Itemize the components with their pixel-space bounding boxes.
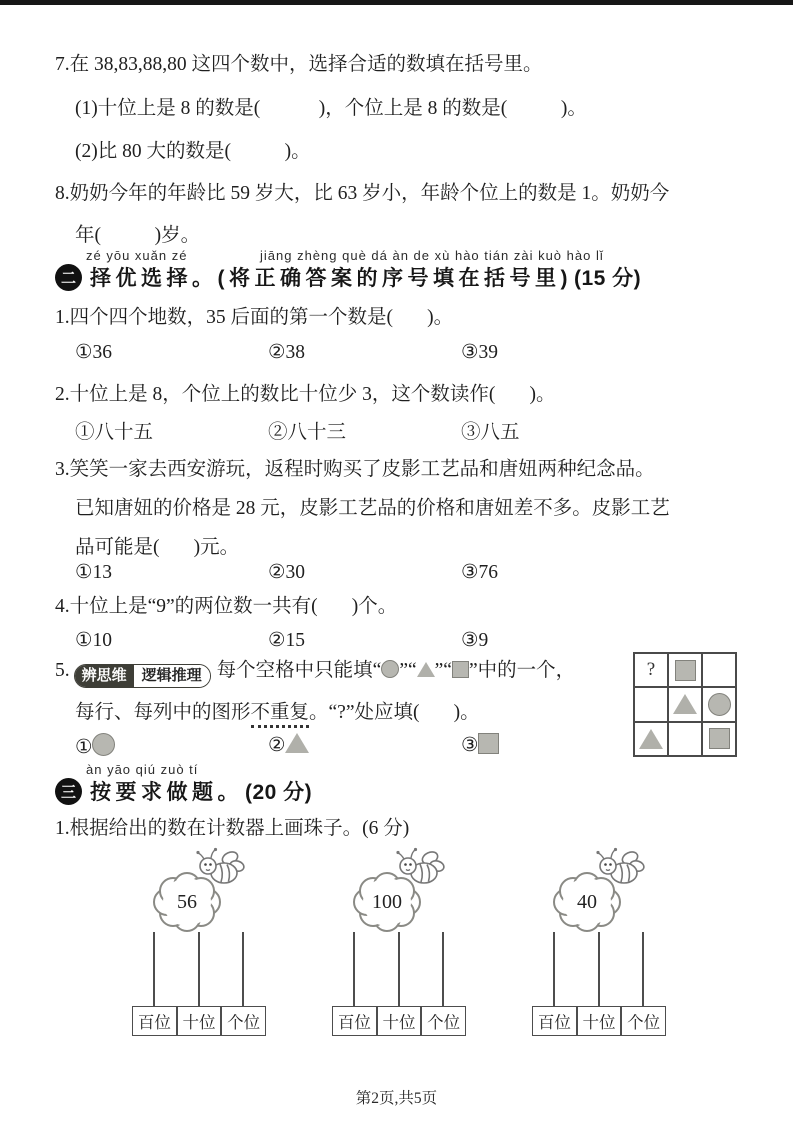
- square-shape-icon: [709, 728, 730, 749]
- grid-cell: [702, 722, 736, 756]
- option: ①13: [75, 562, 112, 583]
- counter-56: [132, 850, 266, 1040]
- counter-rod: [242, 932, 244, 1006]
- option: ②: [268, 733, 461, 759]
- sec3-title: 按要求做题。: [90, 781, 243, 804]
- q5-text: ”“: [399, 660, 417, 681]
- bee-icon: [394, 846, 446, 890]
- grid-cell: ?: [634, 653, 668, 687]
- option: ③: [461, 733, 499, 759]
- q5-number: 5.: [55, 660, 70, 681]
- s2q1-stem: 1.四个四个地数，35 后面的第一个数是( )。: [55, 307, 454, 328]
- option: ③39: [461, 342, 498, 363]
- place-value-labels: [532, 1006, 666, 1036]
- s2q5-line1: [55, 658, 635, 688]
- counter-rod: [198, 932, 200, 1006]
- triangle-shape-icon: [673, 694, 697, 714]
- counter-rod: [553, 932, 555, 1006]
- q5-emphasized-text: 不重复: [251, 702, 310, 728]
- s2q1-options: [75, 340, 498, 364]
- option: ①八十五: [75, 422, 154, 443]
- s2q3-line1: 3.笑笑一家去西安游玩，返程时购买了皮影工艺品和唐妞两种纪念品。: [55, 459, 655, 480]
- counter-100: [332, 850, 466, 1040]
- option: ①10: [75, 630, 112, 651]
- s2q2-options: [75, 416, 520, 444]
- scan-edge-strip: [0, 0, 793, 5]
- bee-icon: [194, 846, 246, 890]
- grid-cell: [702, 653, 736, 687]
- hundreds-label: 百位: [132, 1006, 177, 1036]
- q7-part2: (2)比 80 大的数是( )。: [75, 141, 311, 162]
- counter-rod: [398, 932, 400, 1006]
- s2q5-options: [75, 733, 499, 759]
- grid-cell: [668, 653, 702, 687]
- counter-value: 100: [372, 890, 402, 913]
- sec2-number-icon: 二: [55, 264, 82, 291]
- sec2-pinyin-b: jiāng zhèng què dá àn de xù hào tián zài kuò hào lǐ: [260, 248, 604, 263]
- counter-rod: [598, 932, 600, 1006]
- ones-label: 个位: [421, 1006, 466, 1036]
- s2q3-line2: 已知唐妞的价格是 28 元，皮影工艺品的价格和唐妞差不多。皮影工艺: [75, 498, 670, 519]
- sec2-pinyin-a: zé yōu xuǎn zé: [86, 248, 188, 263]
- option: ②30: [268, 562, 305, 583]
- counter-value: 40: [577, 890, 597, 913]
- s2q5-line2: [75, 700, 480, 726]
- bee-icon: [594, 846, 646, 890]
- sec2-title: 择优选择。(将正确答案的序号填在括号里): [90, 267, 572, 290]
- s2q3-line3: 品可能是( )元。: [75, 537, 240, 558]
- circle-shape-icon: [92, 733, 115, 756]
- counter-rod: [153, 932, 155, 1006]
- sec3-number-icon: 三: [55, 778, 82, 805]
- tens-label: 十位: [177, 1006, 222, 1036]
- option: ②八十三: [268, 422, 347, 443]
- s2q4-options: [75, 628, 488, 652]
- option: ②38: [268, 342, 305, 363]
- counter-rod: [442, 932, 444, 1006]
- q5-text: 每个空格中只能填“: [216, 660, 382, 681]
- circle-shape-icon: [381, 660, 399, 678]
- ones-label: 个位: [221, 1006, 266, 1036]
- sec2-score: (15 分): [574, 267, 642, 290]
- triangle-shape-icon: [285, 733, 309, 753]
- q8-line1: 8.奶奶今年的年龄比 59 岁大，比 63 岁小，年龄个位上的数是 1。奶奶今: [55, 183, 670, 204]
- sec3-heading: [55, 776, 312, 806]
- s3q1-stem: 1.根据给出的数在计数器上画珠子。(6 分): [55, 818, 410, 839]
- q5-badges: [74, 664, 211, 688]
- tens-label: 十位: [377, 1006, 422, 1036]
- grid-cell: [634, 722, 668, 756]
- q5-text: 每行、每列中的图形: [75, 702, 251, 723]
- grid-cell: [634, 687, 668, 721]
- place-value-labels: [132, 1006, 266, 1036]
- q8-line2: 年( )岁。: [75, 225, 201, 246]
- s2q3-options: [75, 560, 498, 584]
- hundreds-label: 百位: [532, 1006, 577, 1036]
- square-shape-icon: [452, 661, 469, 678]
- option: ①36: [75, 342, 112, 363]
- sec3-score: (20 分): [245, 781, 313, 804]
- counting-devices: [132, 850, 666, 1040]
- tens-label: 十位: [577, 1006, 622, 1036]
- sec3-pinyin: àn yāo qiú zuò tí: [86, 762, 199, 777]
- counter-rod: [642, 932, 644, 1006]
- badge-thinking: 辨思维: [75, 665, 134, 687]
- counter-value: 56: [177, 890, 197, 913]
- option: ③八五: [461, 422, 520, 443]
- q7-stem: 7.在 38,83,88,80 这四个数中，选择合适的数填在括号里。: [55, 54, 543, 75]
- page-number: 第2页,共5页: [355, 1090, 438, 1107]
- option: ①: [75, 733, 268, 759]
- sec2-heading: [55, 262, 641, 292]
- triangle-shape-icon: [417, 662, 435, 677]
- circle-shape-icon: [708, 693, 731, 716]
- q5-text: ”“: [434, 660, 452, 681]
- q5-text: ”中的一个，: [468, 660, 576, 681]
- q5-text: 。“?”处应填( )。: [309, 702, 480, 723]
- option: ②15: [268, 630, 305, 651]
- square-shape-icon: [478, 733, 499, 754]
- s2q4-stem: 4.十位上是“9”的两位数一共有( )个。: [55, 596, 398, 617]
- hundreds-label: 百位: [332, 1006, 377, 1036]
- grid-cell: [668, 687, 702, 721]
- place-value-labels: [332, 1006, 466, 1036]
- square-shape-icon: [675, 660, 696, 681]
- q5-logic-grid: [633, 652, 737, 757]
- option: ③76: [461, 562, 498, 583]
- counter-rod: [353, 932, 355, 1006]
- counter-40: [532, 850, 666, 1040]
- badge-logic: 逻辑推理: [134, 665, 210, 687]
- q7-part1: (1)十位上是 8 的数是( )，个位上是 8 的数是( )。: [75, 98, 587, 119]
- s2q2-stem: 2.十位上是 8，个位上的数比十位少 3，这个数读作( )。: [55, 384, 556, 405]
- option: ③9: [461, 630, 489, 651]
- triangle-shape-icon: [639, 729, 663, 749]
- ones-label: 个位: [621, 1006, 666, 1036]
- grid-cell: [668, 722, 702, 756]
- grid-cell: [702, 687, 736, 721]
